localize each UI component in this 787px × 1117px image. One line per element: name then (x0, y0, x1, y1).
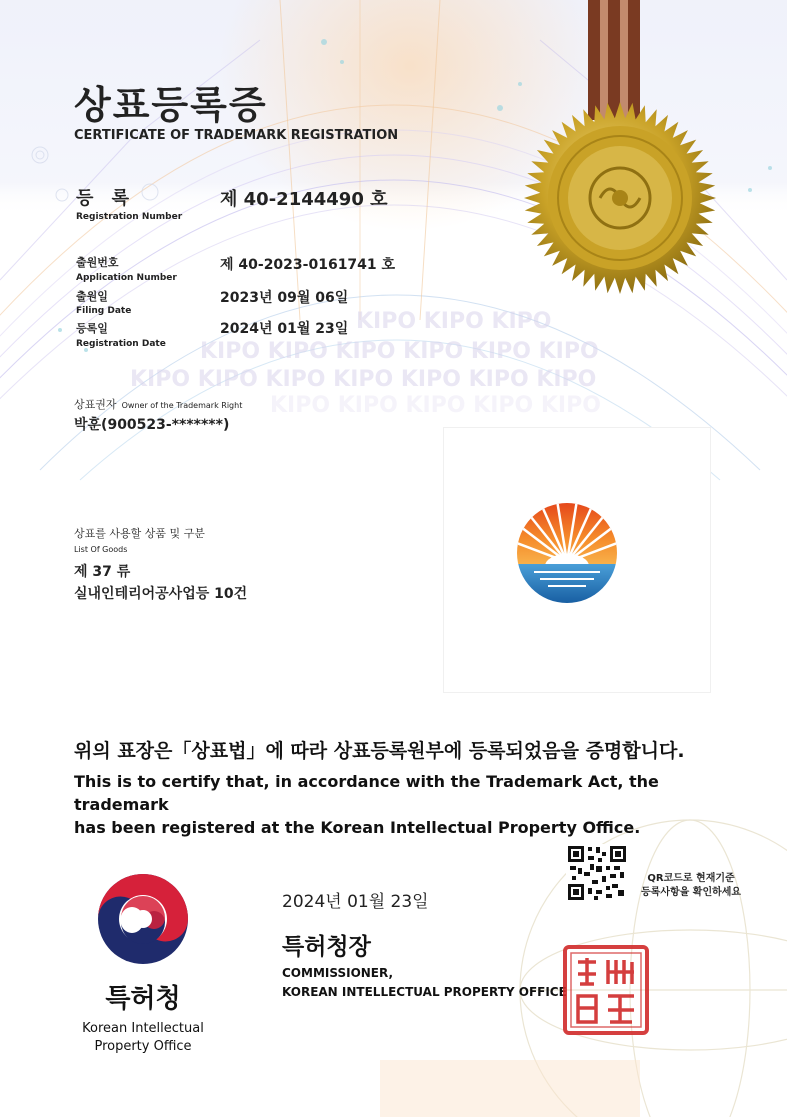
owner-label-korean: 상표권자 (74, 398, 117, 411)
svg-text:KIPO KIPO KIPO KIPO KIPO: KIPO KIPO KIPO KIPO KIPO (270, 393, 601, 418)
goods-class-value: 제 37 류 (74, 564, 131, 580)
qr-instruction-line2: 등록사항을 확인하세요 (641, 887, 742, 898)
official-red-stamp-icon (562, 944, 650, 1036)
office-name-english-line2: Property Office (94, 1039, 192, 1054)
issue-date: 2024년 01월 23일 (282, 892, 429, 912)
filing-date-value: 2023년 09월 06일 (220, 290, 349, 306)
commissioner-title-korean: 특허청장 (282, 934, 371, 960)
filing-date-label-korean: 출원일 (76, 290, 108, 303)
office-name-korean: 특허청 (105, 984, 181, 1014)
owner-value: 박훈(900523-*******) (74, 417, 230, 433)
goods-label-korean: 상표를 사용할 상품 및 구분 (74, 527, 205, 540)
registration-date-label-korean: 등록일 (76, 322, 108, 335)
office-name-english (60, 1020, 226, 1056)
trademark-sunrise-logo-icon (444, 428, 710, 692)
filing-date-label-english: Filing Date (76, 306, 132, 316)
registration-date-label-english: Registration Date (76, 339, 166, 349)
kipo-taegeuk-logo-icon (96, 872, 190, 966)
goods-description-value: 실내인테리어공사업등 10건 (74, 586, 248, 602)
trademark-image-frame (443, 427, 711, 693)
commissioner-title-english (282, 964, 567, 1002)
qr-instruction-line1: QR코드로 현재기준 (647, 873, 735, 884)
office-name-english-line1: Korean Intellectual (82, 1021, 204, 1036)
application-label-english: Application Number (76, 273, 177, 283)
statement-english-line1: This is to certify that, in accordance with the Trademark Act, the trademark (74, 772, 659, 814)
owner-label-english: Owner of the Trademark Right (121, 401, 243, 410)
qr-code-icon[interactable] (566, 844, 628, 902)
certification-statement-english (74, 770, 754, 839)
certificate-title-english: CERTIFICATE OF TRADEMARK REGISTRATION (74, 128, 399, 143)
qr-instruction-text (641, 872, 741, 900)
svg-text:KIPO KIPO KIPO: KIPO KIPO KIPO (356, 309, 552, 334)
certification-statement-korean: 위의 표장은「상표법」에 따라 상표등록원부에 등록되었음을 증명합니다. (74, 740, 685, 762)
registration-date-value: 2024년 01월 23일 (220, 321, 349, 337)
registration-label-english: Registration Number (76, 212, 183, 222)
svg-text:KIPO KIPO KIPO KIPO KIPO KIPO: KIPO KIPO KIPO KIPO KIPO KIPO (200, 339, 599, 364)
commissioner-english-line1: COMMISSIONER, (282, 966, 394, 980)
registration-label-korean: 등 록 (76, 188, 136, 209)
gold-seal-icon (522, 100, 718, 296)
statement-english-line2: has been registered at the Korean Intellectual Property Office. (74, 818, 641, 837)
owner-label (74, 393, 242, 412)
application-label-korean: 출원번호 (76, 256, 119, 269)
commissioner-english-line2: KOREAN INTELLECTUAL PROPERTY OFFICE (282, 985, 567, 999)
application-number-value: 제 40-2023-0161741 호 (220, 257, 396, 273)
svg-text:KIPO KIPO KIPO KIPO KIPO KIPO: KIPO KIPO KIPO KIPO KIPO KIPO KIPO (130, 367, 597, 392)
goods-label-english: List Of Goods (74, 545, 128, 554)
certificate-title-korean: 상표등록증 (74, 83, 268, 127)
registration-number-value: 제 40-2144490 호 (220, 189, 388, 210)
